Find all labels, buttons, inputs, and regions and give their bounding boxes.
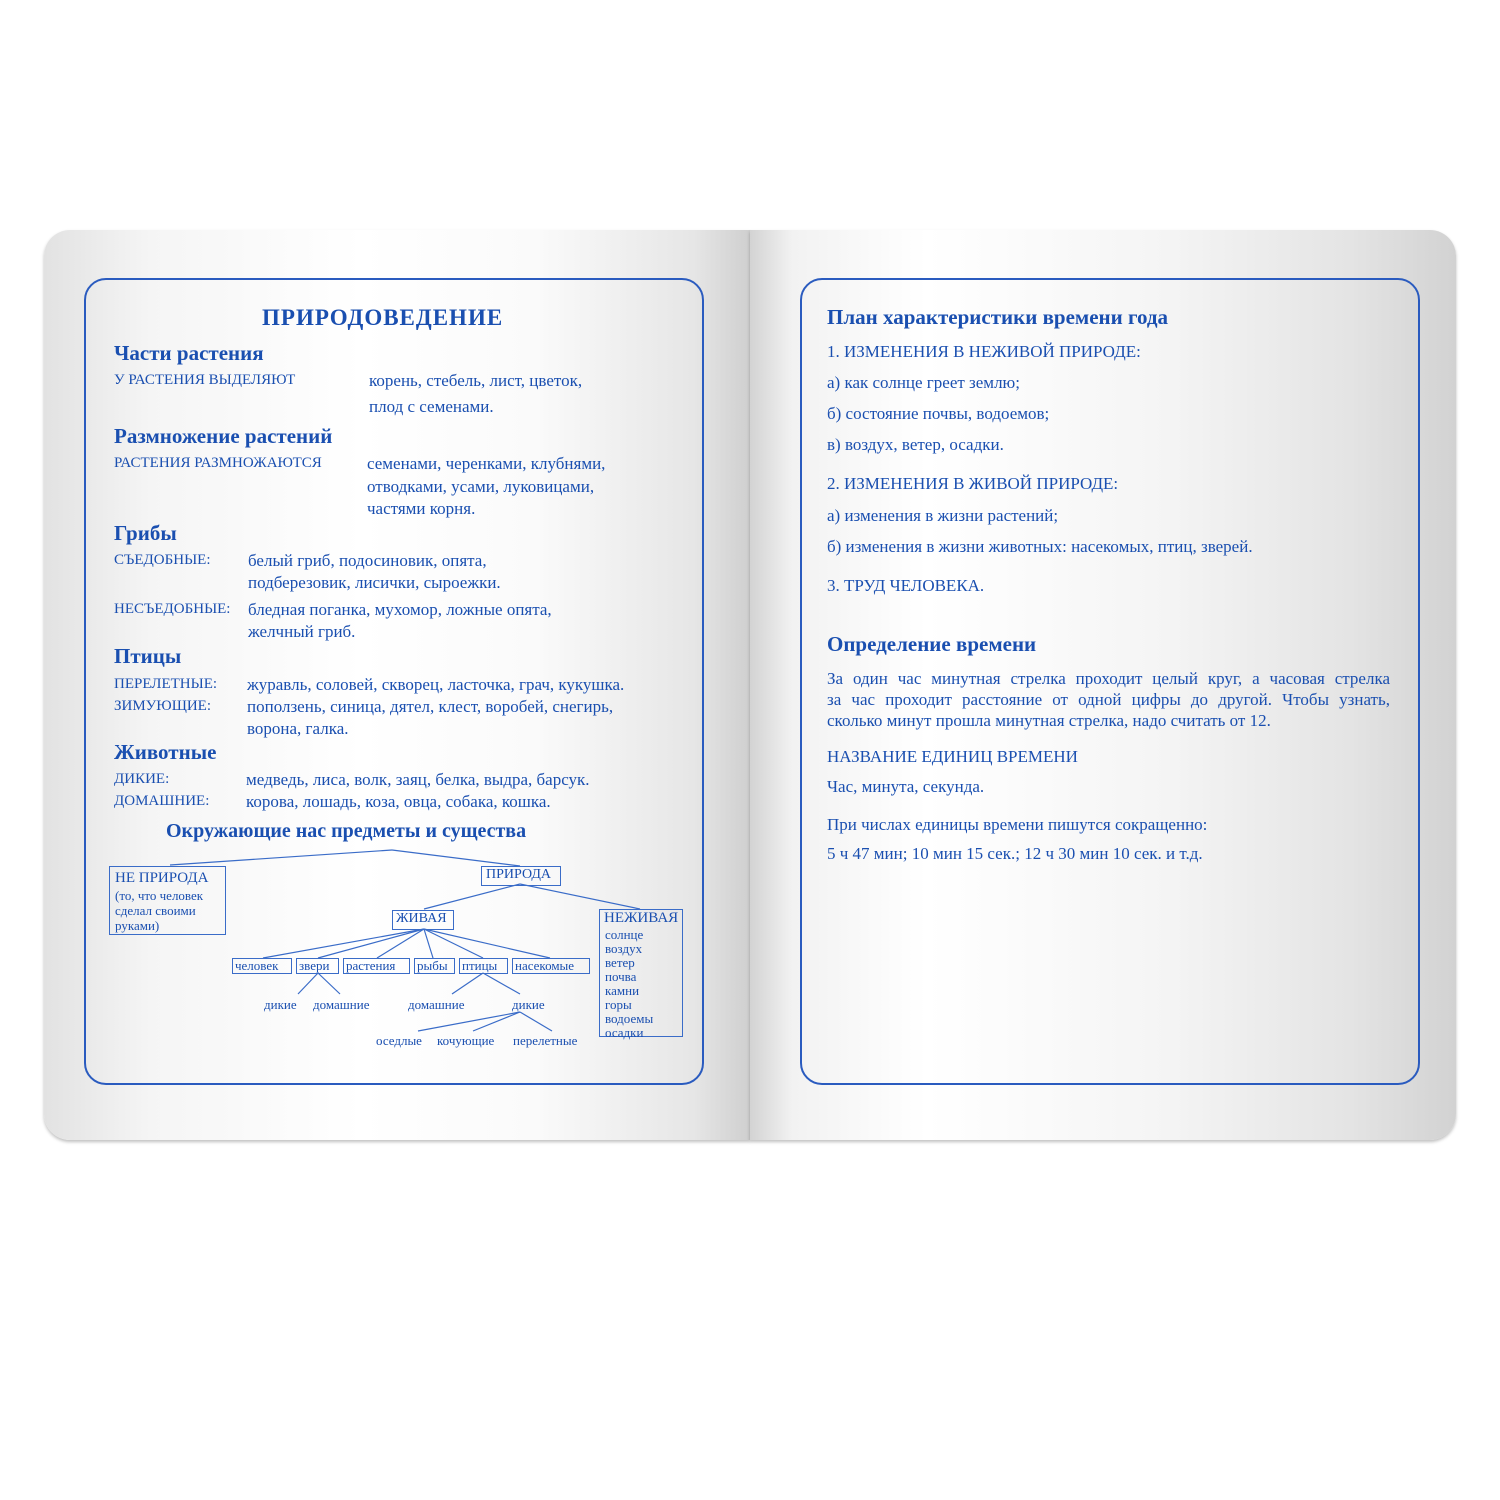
nonliving-item: осадки <box>605 1025 644 1040</box>
not-nature-label: НЕ ПРИРОДА <box>115 870 209 886</box>
beasts-domestic: домашние <box>313 997 370 1012</box>
mushrooms-heading: Грибы <box>114 521 177 545</box>
time-paragraph-line-2: за час проходит расстояние от одной цифры до другой. Чтобы узнать, <box>827 690 1390 709</box>
inedible-line-2: желчный гриб. <box>248 622 356 641</box>
migratory-label: ПЕРЕЛЕТНЫЕ: <box>114 676 218 692</box>
inedible-label: НЕСЪЕДОБНЫЕ: <box>114 601 231 617</box>
birds-nomadic: кочующие <box>437 1033 495 1048</box>
edible-line-2: подберезовик, лисички, сыроежки. <box>248 573 501 592</box>
nonliving-item: почва <box>605 969 637 984</box>
units-list: Час, минута, секунда. <box>827 777 985 796</box>
diagram-heading: Окружающие нас предметы и существа <box>166 820 527 842</box>
plan-item-1a: а) как солнце греет землю; <box>827 373 1020 392</box>
wild-label: ДИКИЕ: <box>114 771 170 787</box>
living-item: растения <box>346 958 396 973</box>
wintering-line-1: поползень, синица, дятел, клест, воробей, снегирь, <box>247 697 614 716</box>
parts-label: У РАСТЕНИЯ ВЫДЕЛЯЮТ <box>114 372 296 388</box>
nonliving-item: воздух <box>605 941 643 956</box>
not-nature-desc-2: сделал своими <box>115 903 196 918</box>
nonliving-item: горы <box>605 997 632 1012</box>
reproduction-line-1: семенами, черенками, клубнями, <box>367 454 606 473</box>
wild-line-1: медведь, лиса, волк, заяц, белка, выдра, барсук. <box>246 770 590 789</box>
living-item: человек <box>235 958 279 973</box>
wintering-line-2: ворона, галка. <box>247 719 349 738</box>
nonliving-item: водоемы <box>605 1011 654 1026</box>
edible-label: СЪЕДОБНЫЕ: <box>114 552 211 568</box>
reproduction-line-3: частями корня. <box>367 499 476 518</box>
reproduction-label: РАСТЕНИЯ РАЗМНОЖАЮТСЯ <box>114 455 322 471</box>
parts-heading: Части растения <box>114 341 264 365</box>
domestic-line-1: корова, лошадь, коза, овца, собака, кошка. <box>246 792 551 811</box>
time-heading: Определение времени <box>827 632 1037 656</box>
reproduction-heading: Размножение растений <box>114 424 333 448</box>
plan-item-2a: а) изменения в жизни растений; <box>827 506 1059 525</box>
units-heading: НАЗВАНИЕ ЕДИНИЦ ВРЕМЕНИ <box>827 747 1078 766</box>
inedible-line-1: бледная поганка, мухомор, ложные опята, <box>248 600 552 619</box>
reproduction-line-2: отводками, усами, луковицами, <box>367 477 595 496</box>
abbreviation-example: 5 ч 47 мин; 10 мин 15 сек.; 12 ч 30 мин 10 сек. и т.д. <box>827 844 1203 863</box>
plan-item-3: 3. ТРУД ЧЕЛОВЕКА. <box>827 576 985 595</box>
time-paragraph-line-3: сколько минут прошла минутная стрелка, надо считать от 12. <box>827 711 1271 730</box>
not-nature-desc-1: (то, что человек <box>115 888 204 903</box>
living-item: насекомые <box>515 958 575 973</box>
living-item: птицы <box>462 958 498 973</box>
animals-heading: Животные <box>114 740 217 764</box>
birds-heading: Птицы <box>114 644 182 668</box>
parts-line-1: корень, стебель, лист, цветок, <box>369 371 583 390</box>
migratory-line-1: журавль, соловей, скворец, ласточка, грач, кукушка. <box>247 675 625 694</box>
not-nature-desc-3: руками) <box>115 918 160 933</box>
nonliving-label: НЕЖИВАЯ <box>604 910 679 926</box>
living-label: ЖИВАЯ <box>396 911 447 926</box>
parts-line-2: плод с семенами. <box>369 397 494 416</box>
birds-migratory: перелетные <box>513 1033 578 1048</box>
plan-item-1: 1. ИЗМЕНЕНИЯ В НЕЖИВОЙ ПРИРОДЕ: <box>827 342 1141 361</box>
edible-line-1: белый гриб, подосиновик, опята, <box>248 551 487 570</box>
plan-item-1b: б) состояние почвы, водоемов; <box>827 404 1050 423</box>
nonliving-item: ветер <box>605 955 635 970</box>
living-item: рыбы <box>417 958 448 973</box>
beasts-wild: дикие <box>264 997 297 1012</box>
plan-item-2b: б) изменения в жизни животных: насекомых, птиц, зверей. <box>827 537 1253 556</box>
domestic-label: ДОМАШНИЕ: <box>114 793 210 809</box>
birds-domestic: домашние <box>408 997 465 1012</box>
wintering-label: ЗИМУЮЩИЕ: <box>114 698 212 714</box>
living-item: звери <box>299 958 330 973</box>
abbreviation-note: При числах единицы времени пишутся сокращенно: <box>827 815 1208 834</box>
time-paragraph-line-1: За один час минутная стрелка проходит целый круг, а часовая стрелка <box>827 669 1390 688</box>
plan-item-1c: в) воздух, ветер, осадки. <box>827 435 1004 454</box>
page-title: ПРИРОДОВЕДЕНИЕ <box>262 305 504 330</box>
plan-heading: План характеристики времени года <box>827 305 1169 329</box>
birds-sedentary: оседлые <box>376 1033 422 1048</box>
nature-label: ПРИРОДА <box>486 867 552 882</box>
plan-item-2: 2. ИЗМЕНЕНИЯ В ЖИВОЙ ПРИРОДЕ: <box>827 474 1119 493</box>
birds-wild: дикие <box>512 997 545 1012</box>
nonliving-item: камни <box>605 983 640 998</box>
nonliving-item: солнце <box>605 927 644 942</box>
